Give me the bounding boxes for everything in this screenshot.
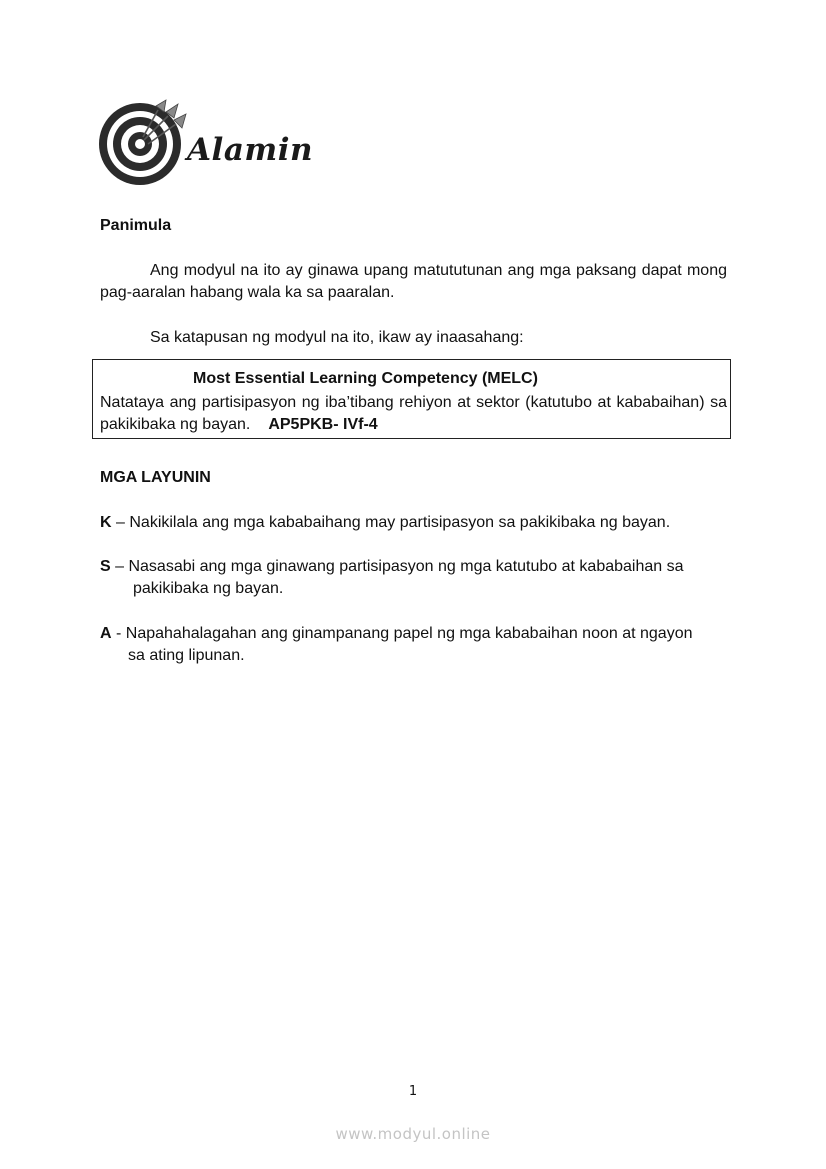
melc-body (100, 392, 727, 436)
objective-item-a (100, 623, 730, 667)
watermark: www.modyul.online (335, 1125, 491, 1143)
objective-letter: A (100, 625, 112, 642)
intro-paragraph: Ang modyul na ito ay ginawa upang matututunan ang mga paksang dapat mong pag-aaralan habang wala ka sa paaralan. (100, 262, 727, 301)
objective-text: Nakikilala ang mga kababaihang may partisipasyon sa pakikibaka ng bayan. (129, 514, 671, 531)
melc-code: AP5PKB- IVf-4 (268, 416, 378, 433)
intro-heading: Panimula (100, 217, 172, 234)
objective-separator: – (111, 514, 130, 531)
section-header (98, 98, 358, 188)
objective-letter: K (100, 514, 112, 531)
melc-box (92, 359, 731, 439)
objective-text-continued: sa ating lipunan. (128, 647, 245, 664)
melc-title: Most Essential Learning Competency (MELC) (193, 370, 538, 387)
objective-item-k (100, 512, 730, 534)
objective-item-s (100, 556, 730, 600)
objective-separator: – (110, 558, 129, 575)
objectives-heading: MGA LAYUNIN (100, 469, 211, 486)
page-number: 1 (408, 1084, 418, 1099)
objective-text-continued: pakikibaka ng bayan. (133, 580, 284, 597)
page-title: Alamin (187, 132, 314, 168)
intro-expectation: Sa katapusan ng modyul na ito, ikaw ay inaasahang: (150, 329, 524, 346)
objective-text: Nasasabi ang mga ginawang partisipasyon ng mga katutubo at kababaihan sa (128, 558, 684, 575)
target-with-darts-icon (98, 98, 188, 188)
objective-letter: S (100, 558, 111, 575)
melc-text: Natataya ang partisipasyon ng iba’tibang rehiyon at sektor (katutubo at kababaihan) sa pakikibaka ng bayan. (100, 394, 727, 433)
objective-text: Napahahalagahan ang ginampanang papel ng mga kababaihan noon at ngayon (125, 625, 693, 642)
objective-separator: - (111, 625, 126, 642)
